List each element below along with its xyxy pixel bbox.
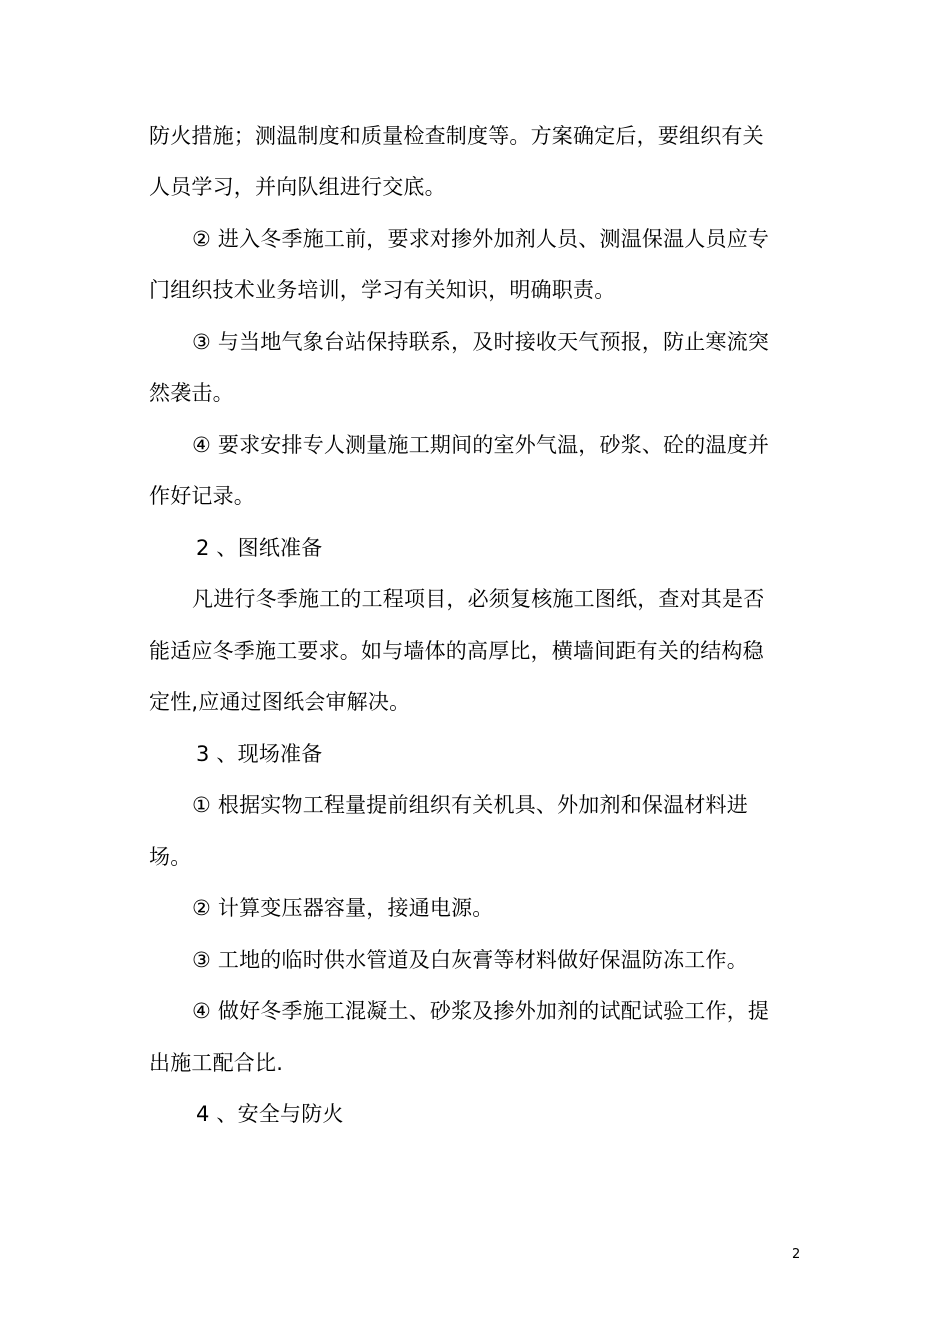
section-heading: 4 、安全与防火 — [196, 1102, 344, 1126]
section-heading: 2 、图纸准备 — [196, 536, 323, 560]
text-line: 凡进行冬季施工的工程项目，必须复核施工图纸，查对其是否 — [192, 587, 765, 611]
text-line: ② 进入冬季施工前，要求对掺外加剂人员、测温保温人员应专 — [192, 227, 770, 251]
text-line: 能适应冬季施工要求。如与墙体的高厚比，横墙间距有关的结构稳 — [149, 639, 764, 663]
text-line: 定性,应通过图纸会审解决。 — [149, 690, 411, 714]
text-line: 门组织技术业务培训，学习有关知识，明确职责。 — [149, 278, 616, 302]
section-heading: 3 、现场准备 — [196, 742, 323, 766]
text-line: ③ 与当地气象台站保持联系，及时接收天气预报，防止寒流突 — [192, 330, 770, 354]
text-line: ① 根据实物工程量提前组织有关机具、外加剂和保温材料进 — [192, 793, 748, 817]
text-line: ② 计算变压器容量，接通电源。 — [192, 896, 494, 920]
text-line: ④ 要求安排专人测量施工期间的室外气温，砂浆、砼的温度并 — [192, 433, 770, 457]
text-line: ③ 工地的临时供水管道及白灰膏等材料做好保温防冻工作。 — [192, 948, 748, 972]
text-line: 作好记录。 — [149, 484, 255, 508]
text-line: 场。 — [149, 845, 192, 869]
page-number: 2 — [792, 1247, 801, 1262]
text-line: 人员学习，并向队组进行交底。 — [149, 175, 446, 199]
text-line: ④ 做好冬季施工混凝土、砂浆及掺外加剂的试配试验工作，提 — [192, 999, 770, 1023]
text-line: 出施工配合比. — [149, 1051, 284, 1075]
text-line: 防火措施；测温制度和质量检查制度等。方案确定后，要组织有关 — [149, 124, 764, 148]
text-line: 然袭击。 — [149, 381, 234, 405]
